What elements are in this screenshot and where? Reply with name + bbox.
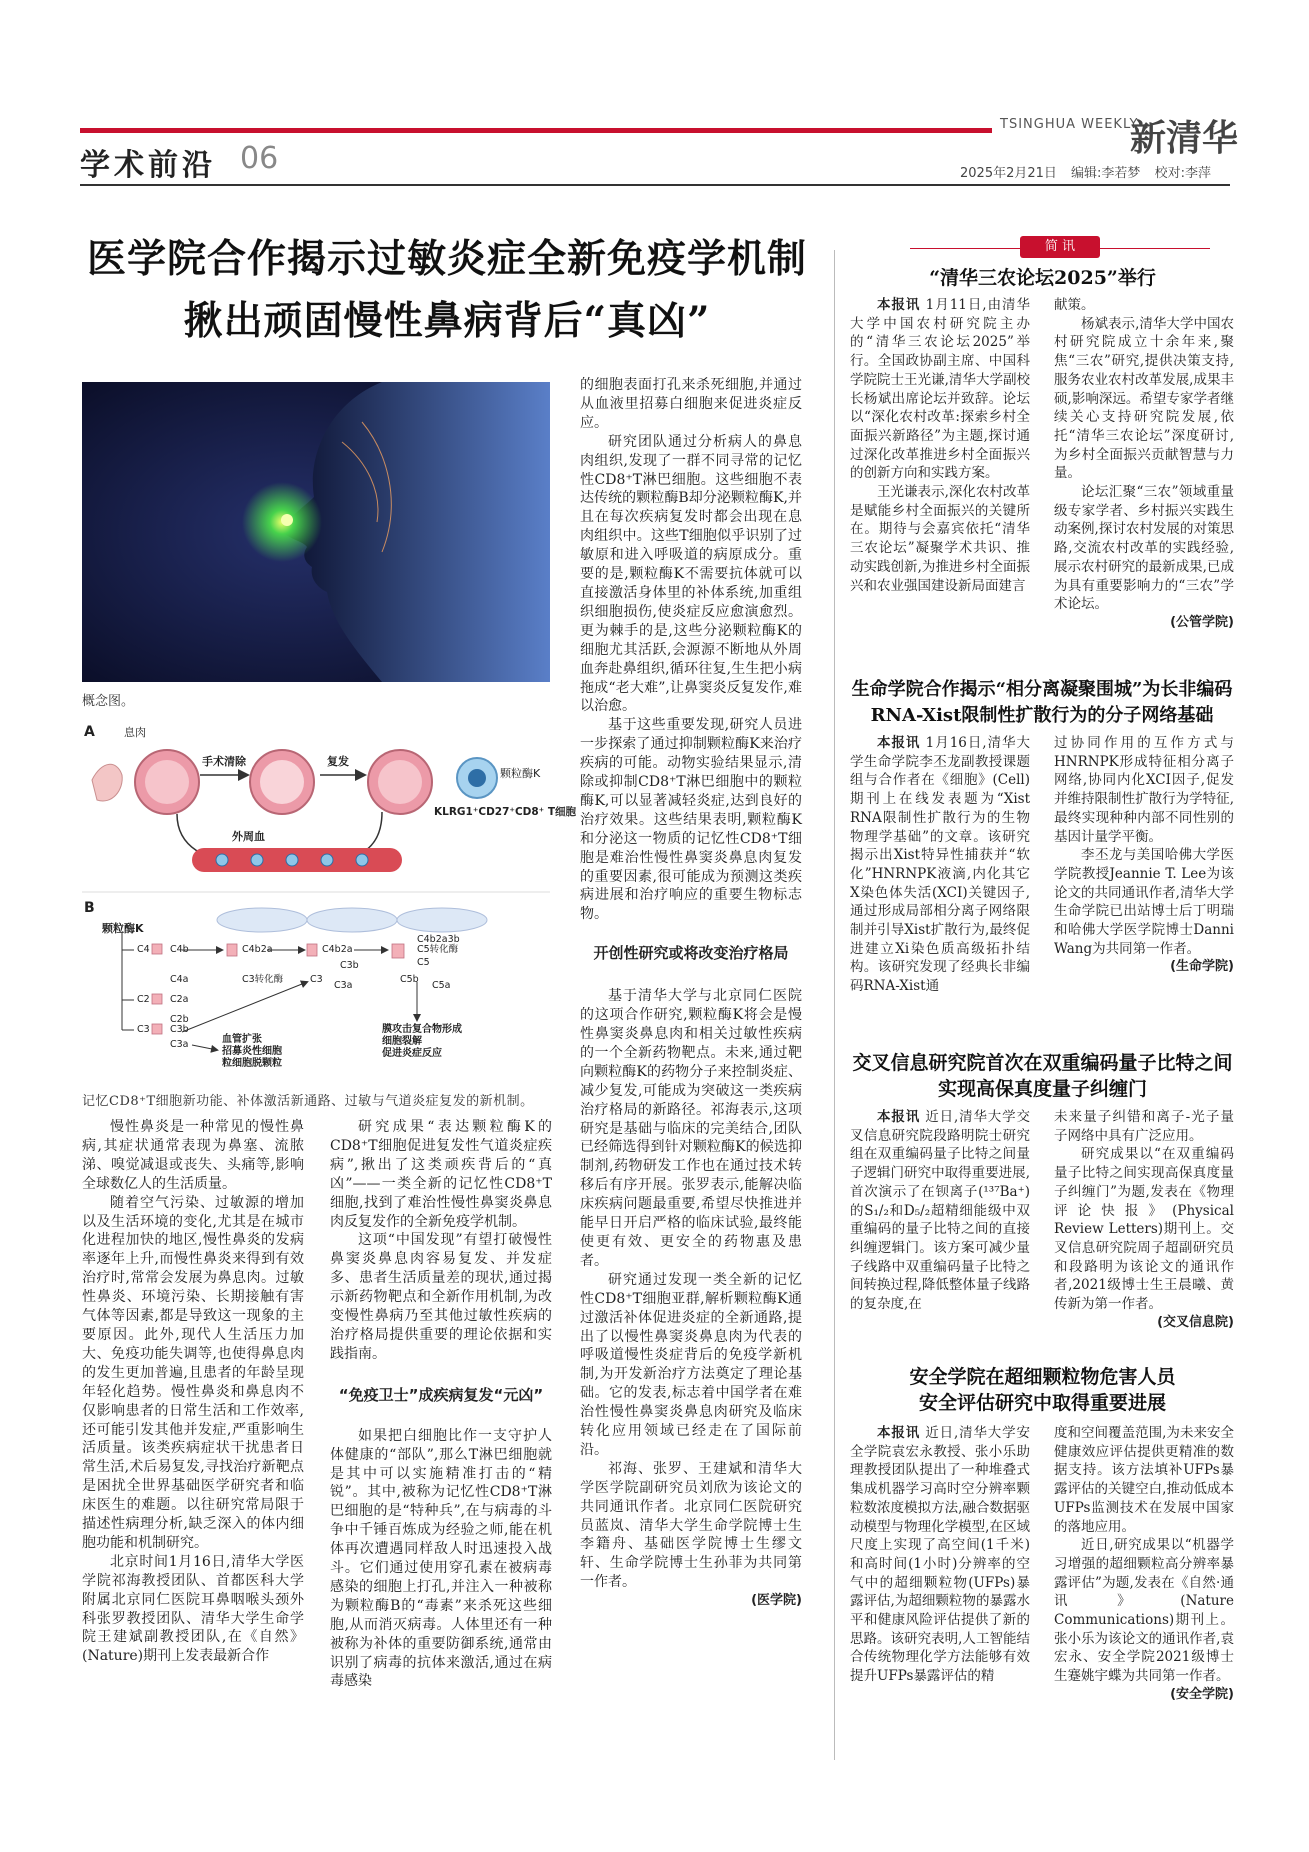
- weekly-english-name: TSINGHUA WEEKLY: [1000, 117, 1139, 132]
- news3-title-line-1: 交叉信息研究院首次在双重编码量子比特之间: [852, 1052, 1233, 1074]
- col1-para-3: 北京时间1月16日,清华大学医学院祁海教授团队、首都医科大学附属北京同仁医院耳鼻咽喉头颈外科张罗教授团队、清华大学生命学院王建斌副教授团队,在《自然》(Nature)期刊上发表最新合作: [82, 1553, 304, 1665]
- c4a-label: C4a: [170, 974, 189, 985]
- polyp-label: 息肉: [124, 726, 146, 739]
- news4-lead: 本报讯: [877, 1425, 921, 1441]
- panel-b-label: B: [84, 900, 95, 916]
- news3-right-column: [1054, 1108, 1234, 1332]
- news4-left-text: 近日,清华大学安全学院袁宏永教授、张小乐助理教授团队提出了一种堆叠式集成机器学习高时空分辨率颗粒数浓度模拟方法,融合数据驱动模型与物理化学模型,在区域尺度上实现了高空间(1千米)和高时间(1小时)分辨率的空气中的超细颗粒物(UFPs)暴露评估,为超细颗粒物的暴露水平和健康风险评估提供了新的思路。该研究表明,人工智能结合传统物理化学方法能够有效提升UFPs暴露评估的精: [850, 1425, 1031, 1685]
- proofreader: 校对:李萍: [1154, 166, 1211, 181]
- news2-right-text: 过协同作用的互作方式与HNRNPK形成特征相分离子网络,协同内化XCI因子,促发并维持限制性扩散行为学特征,最终实现种种内部不同性别的基因计量学平衡。: [1054, 735, 1234, 845]
- effect-2-line-1: 膜攻击复合物形成: [382, 1024, 462, 1035]
- news4-author: (安全学院): [1170, 1686, 1234, 1702]
- news3-left-column: [850, 1108, 1030, 1314]
- col3-para-0: 的细胞表面打孔来杀死细胞,并通过从血液里招募白细胞来促进炎症反应。: [580, 377, 802, 431]
- col2-para-2: 这项“中国发现”有望打破慢性鼻窦炎鼻息肉容易复发、并发症多、患者生活质量差的现状,通过揭示新药物靶点和全新作用机制,为改变慢性鼻病乃至其他过敏性疾病的治疗格局提供重要的理论依据和实践指南。: [330, 1232, 552, 1362]
- peripheral-blood-label: 外周血: [232, 830, 265, 843]
- news1-title: “清华三农论坛2025”举行: [929, 267, 1156, 289]
- concept-photo: [82, 382, 550, 682]
- issue-meta: [960, 162, 1211, 181]
- news3-left-text: 近日,清华大学交叉信息研究院段路明院士研究组在双重编码量子比特之间量子逻辑门研究中取得重要进展,首次演示了在钡离子(¹³⁷Ba⁺)的S₁/₂和D₅/₂超精细能级中双重编码的量子比特之间的直接纠缠逻辑门。该方案可减少量子线路中双重编码量子比特之间转换过程,降低整体量子线路的复杂度,在: [850, 1109, 1031, 1313]
- photo-caption: 概念图。: [82, 694, 135, 709]
- c2a-label: C2a: [170, 994, 189, 1005]
- col1-para-1: 慢性鼻炎是一种常见的慢性鼻病,其症状通常表现为鼻塞、流脓涕、嗅觉减退或丧失、头痛等,影响全球数亿人的生活质量。: [82, 1119, 304, 1192]
- news1-lead: 本报讯: [877, 297, 921, 313]
- t-cell-type-label: KLRG1⁺CD27⁺CD8⁺ T细胞: [434, 806, 577, 818]
- news3-right-text: 未来量子纠错和离子-光子量子网络中具有广泛应用。: [1054, 1109, 1234, 1144]
- effect-2-line-2: 细胞裂解: [382, 1036, 422, 1047]
- article-title-line-1: 医学院合作揭示过敏炎症全新免疫学机制: [86, 236, 807, 282]
- article-title-line-2: 揪出顽固慢性鼻病背后“真凶”: [183, 298, 711, 344]
- news4-right-text: 度和空间覆盖范围,为未来安全健康效应评估提供更精准的数据支持。该方法填补UFPs暴露评估的关键空白,推动低成本UFPs监测技术在发展中国家的落地应用。: [1054, 1425, 1234, 1535]
- news1-right-text-3: 论坛汇聚“三农”领域重量级专家学者、乡村振兴实践生动案例,探讨农村发展的对策思路,交流农村改革的实践经验,展示农村研究的最新成果,已成为具有重要影响力的“三农”学术论坛。: [1054, 484, 1234, 613]
- head-silhouette-image: [82, 382, 550, 682]
- news2-right-column: [1054, 734, 1234, 977]
- article-column-1: [82, 1118, 304, 1666]
- news3-author: (交叉信息院): [1157, 1314, 1234, 1330]
- col2-para-1: 研究成果“表达颗粒酶K的CD8⁺T细胞促进复发性气道炎症疾病”,揪出了这类顽疾背后的“真凶”——一类全新的记忆性CD8⁺T细胞,找到了难治性慢性鼻窦炎鼻息肉反复发作的全新免疫学机制。: [330, 1119, 552, 1230]
- membrane-1: [217, 908, 307, 932]
- col1-para-2: 随着空气污染、过敏源的增加以及生活环境的变化,尤其是在城市化进程加快的地区,慢性鼻炎的发病率逐年上升,而慢性鼻炎来得到有效治疗时,常常会发展为鼻息肉。过敏性鼻炎、环境污染、长期接触有害气体等因素,都是导致这一现象的主要原因。此外,现代人生活压力加大、免疫功能失调等,也使得鼻息肉的发生更加普遍,且患者的年龄呈现年轻化趋势。慢性鼻炎和鼻息肉不仅影响患者的日常生活和工作效率,还可能引发其他并发症,严重影响生活质量。该类疾病症状干扰患者日常生活,术后易复发,寻找治疗新靶点是困扰全世界基础医学研究者和临床医生的难题。以往研究常局限于描述性病理分析,缺乏深入的体内细胞功能和机制研究。: [82, 1194, 304, 1551]
- effect-1-line-1: 血管扩张: [222, 1034, 262, 1045]
- news3-right-text-2: 研究成果以“在双重编码量子比特之间实现高保真度量子纠缠门”为题,发表在《物理评论快报》(Physical Review Letters)期刊上。交叉信息研究院周子超副研究员和段路明为该论文的通讯作者,2021级博士生王晨曦、黄传新为第一作者。: [1054, 1146, 1234, 1313]
- news1-left-text-2: 王光谦表示,深化农村改革是赋能乡村全面振兴的关键所在。期待与会嘉宾依托“清华三农论坛”凝聚学术共识、推动实践创新,为推进乡村全面振兴和农业强国建设新局面建言: [850, 484, 1030, 594]
- col3-para-3: 基于清华大学与北京同仁医院的这项合作研究,颗粒酶K将会是慢性鼻窦炎鼻息肉和相关过敏性疾病的一个全新药物靶点。未来,通过靶向颗粒酶K的药物分子来控制炎症、减少复发,可能成为突破这一类疾病治疗格局的新路径。祁海表示,这项研究是基础与临床的完美结合,团队已经筛选得到针对颗粒酶K的候选抑制剂,药物研发工作也在通过技术转移后有序开展。张罗表示,能解决临床疾病问题最重要,希望尽快推进并能早日开启严格的临床试验,最终能使更有效、更安全的药物惠及患者。: [580, 988, 802, 1269]
- c3b-label: C3b: [170, 1024, 189, 1035]
- col3-para-4: 研究通过发现一类全新的记忆性CD8⁺T细胞亚群,解析颗粒酶K通过激活补体促进炎症的全新通路,提出了以慢性鼻窦炎鼻息肉为代表的呼吸道慢性炎症背后的免疫学新机制,为开发新治疗方法奠定了理论基础。它的发表,标志着中国学者在难治性慢性鼻窦炎鼻息肉研究及临床转化应用领域已经走在了国际前沿。: [580, 1271, 802, 1458]
- effect-1-line-3: 粒细胞脱颗粒: [222, 1058, 282, 1069]
- col2-para-3: 如果把白细胞比作一支守护人体健康的“部队”,那么T淋巴细胞就是其中可以实施精准打击的“精锐”。其中,被称为记忆性CD8⁺T淋巴细胞的是“特种兵”,在与病毒的斗争中千锤百炼成为经验之师,能在机体再次遭遇同样敌人时迅速投入战斗。它们通过使用穿孔素在被病毒感染的细胞上打孔,并注入一种被称为颗粒酶B的“毒素”来杀死这些细胞,从而消灭病毒。人体里还有一种被称为补体的重要防御系统,通常由识别了病毒的抗体来激活,通过在病毒感染: [330, 1427, 552, 1690]
- membrane-3: [397, 908, 487, 932]
- c5-convertase-label: C5转化酶: [417, 944, 459, 955]
- news3-lead: 本报讯: [877, 1109, 921, 1125]
- col3-para-2: 基于这些重要发现,研究人员进一步探索了通过抑制颗粒酶K来治疗疾病的可能。动物实验结果显示,清除或抑制CD8⁺T淋巴细胞中的颗粒酶K,可以显著减轻炎症,达到良好的治疗效果。这些结果表明,颗粒酶K和分泌这一物质的记忆性CD8⁺T细胞是难治性慢性鼻窦炎鼻息肉复发的重要因素,很可能成为预测这类疾病进展和治疗响应的重要生物标志物。: [580, 717, 802, 923]
- c2-label: C2: [137, 994, 150, 1005]
- relapse-label: 复发: [327, 755, 349, 768]
- editor: 编辑:李若梦: [1071, 166, 1141, 181]
- issue-date: 2025年2月21日: [960, 166, 1057, 181]
- panel-a-label: A: [84, 724, 95, 740]
- news1-author: (公管学院): [1170, 614, 1234, 630]
- c3-label: C3: [137, 1024, 150, 1035]
- effect-2-line-3: 促进炎症反应: [382, 1048, 442, 1059]
- article-column-2: [330, 1118, 552, 1691]
- news2-left-column: [850, 734, 1030, 996]
- c3a-label: C3a: [170, 1039, 189, 1050]
- c3-convertase-label: C3转化酶: [242, 974, 284, 985]
- c3-label-2: C3: [310, 974, 323, 985]
- page-number: 06: [240, 141, 279, 176]
- news1-right-text: 献策。: [1054, 297, 1095, 313]
- surgery-label: 手术清除: [202, 755, 246, 768]
- briefs-badge: [910, 240, 1210, 256]
- col3-para-1: 研究团队通过分析病人的鼻息肉组织,发现了一群不同寻常的记忆性CD8⁺T淋巴细胞。这些细胞不表达传统的颗粒酶B却分泌颗粒酶K,并且在每次疾病复发时都会出现在息肉组织中。这些T细胞似乎识别了过敏原和进入呼吸道的病原成分。重要的是,颗粒酶K不需要抗体就可以直接激活身体里的补体系统,加重组织细胞损伤,使炎症反应愈演愈烈。更为棘手的是,这些分泌颗粒酶K的细胞尤其活跃,会源源不断地从外周血奔赴鼻组织,循环往复,生生把小病拖成“老大难”,让鼻窦炎反复发作,难以治愈。: [580, 433, 802, 715]
- effect-1-line-2: 招募炎性细胞: [222, 1046, 282, 1057]
- header-black-rule: [80, 184, 1230, 186]
- c5a-label: C5a: [432, 980, 451, 991]
- news1-right-text-2: 杨斌表示,清华大学中国农村研究院成立十余年来,聚焦“三农”研究,提供决策支持,服务农业农村改革发展,成果丰硕,影响深远。希望专家学者继续关心支持研究院发展,依托“清华三农论坛”深度研讨,为乡村全面振兴贡献智慧与力量。: [1054, 315, 1234, 482]
- col3-subheading: 开创性研究或将改变治疗格局: [593, 944, 789, 963]
- granzyme-k-label: 颗粒酶K: [500, 767, 541, 780]
- c4b-label: C4b: [170, 944, 189, 955]
- news4-left-column: [850, 1424, 1030, 1686]
- news4-right-column: [1054, 1424, 1234, 1705]
- c3b-label-2: C3b: [340, 960, 359, 971]
- column-divider: [834, 250, 835, 1760]
- article-column-3: [580, 376, 802, 1611]
- news2-left-text: 1月16日,清华大学生命学院李丕龙副教授课题组与合作者在《细胞》(Cell)期刊上在线发表题为“Xist RNA限制性扩散行为的生物物理学基础”的文章。该研究揭示出Xist特异性捕获并“软化”HNRNPK液滴,内化其它X染色体失活(XCI)关键因子,通过形成局部相分离子网络限制并引导Xist扩散行为,最终促进建立Xi染色质高级拓扑结构。该研究发现了经典长非编码RNA-Xist通: [850, 735, 1031, 995]
- figure-caption: 记忆CD8⁺T细胞新功能、补体激活新通路、过敏与气道炎症复发的新机制。: [82, 1094, 534, 1109]
- c4-label: C4: [137, 944, 150, 955]
- news4-title-line-1: 安全学院在超细颗粒物危害人员: [909, 1366, 1176, 1388]
- c4b2a-label: C4b2a: [242, 944, 273, 955]
- section-name: 学术前沿: [80, 148, 216, 183]
- col3-para-5: 祁海、张罗、王建斌和清华大学医学院副研究员刘欣为该论文的共同通讯作者。北京同仁医院研究员蓝岚、清华大学生命学院博士生李籍舟、基础医学院博士生缪文轩、生命学院博士生孙菲为共同第一作者。: [580, 1460, 802, 1591]
- news2-title-line-2: RNA-Xist限制性扩散行为的分子网络基础: [870, 705, 1214, 726]
- header-red-rule: [80, 128, 992, 133]
- c5b-label: C5b: [400, 974, 419, 985]
- c4b2a-label-2: C4b2a: [322, 944, 353, 955]
- membrane-2: [307, 908, 397, 932]
- c3a-label-2: C3a: [334, 980, 353, 991]
- weekly-logo: 新清华: [1130, 117, 1239, 159]
- mechanism-diagram: [82, 720, 577, 1080]
- col3-author: (医学院): [751, 1593, 802, 1609]
- news3-title-line-2: 实现高保真度量子纠缠门: [937, 1078, 1147, 1100]
- c5-label: C5: [417, 957, 430, 968]
- news1-right-column: [1054, 296, 1234, 633]
- briefs-badge-label: 简 讯: [1020, 236, 1100, 258]
- news2-lead: 本报讯: [877, 735, 921, 751]
- news1-left-column: [850, 296, 1030, 595]
- b-granzyme-k-label: 颗粒酶K: [102, 922, 144, 935]
- news2-title-line-1: 生命学院合作揭示“相分离凝聚围城”为长非编码: [851, 679, 1233, 700]
- news2-right-text-2: 李丕龙与美国哈佛大学医学院教授Jeannie T. Lee为该论文的共同通讯作者,清华大学生命学院已出站博士后丁明瑞和哈佛大学医学院博士Danni Wang为共同第一作者。: [1054, 847, 1234, 957]
- nose-icon: [92, 764, 122, 801]
- c2b-label: C2b: [170, 1014, 189, 1025]
- news4-title-line-2: 安全评估研究中取得重要进展: [918, 1392, 1166, 1414]
- col2-subheading: “免疫卫士”成疾病复发“元凶”: [338, 1385, 544, 1404]
- news4-right-text-2: 近日,研究成果以“机器学习增强的超细颗粒高分辨率暴露评估”为题,发表在《自然·通讯》(Nature Communications)期刊上。张小乐为该论文的通讯作者,袁宏永、安全学院2021级博士生蹇姚宇蝶为共同第一作者。: [1054, 1537, 1234, 1685]
- news1-left-text: 1月11日,由清华大学中国农村研究院主办的“清华三农论坛2025”举行。全国政协副主席、中国科学院院士王光谦,清华大学副校长杨斌出席论坛并致辞。论坛以“深化农村改革:探索乡村全面振兴新路径”为主题,探讨通过深化改革推进乡村全面振兴的创新方向和实践方案。: [850, 297, 1031, 482]
- news2-author: (生命学院): [1170, 959, 1234, 975]
- c4b2a3b-label: C4b2a3b: [417, 934, 460, 945]
